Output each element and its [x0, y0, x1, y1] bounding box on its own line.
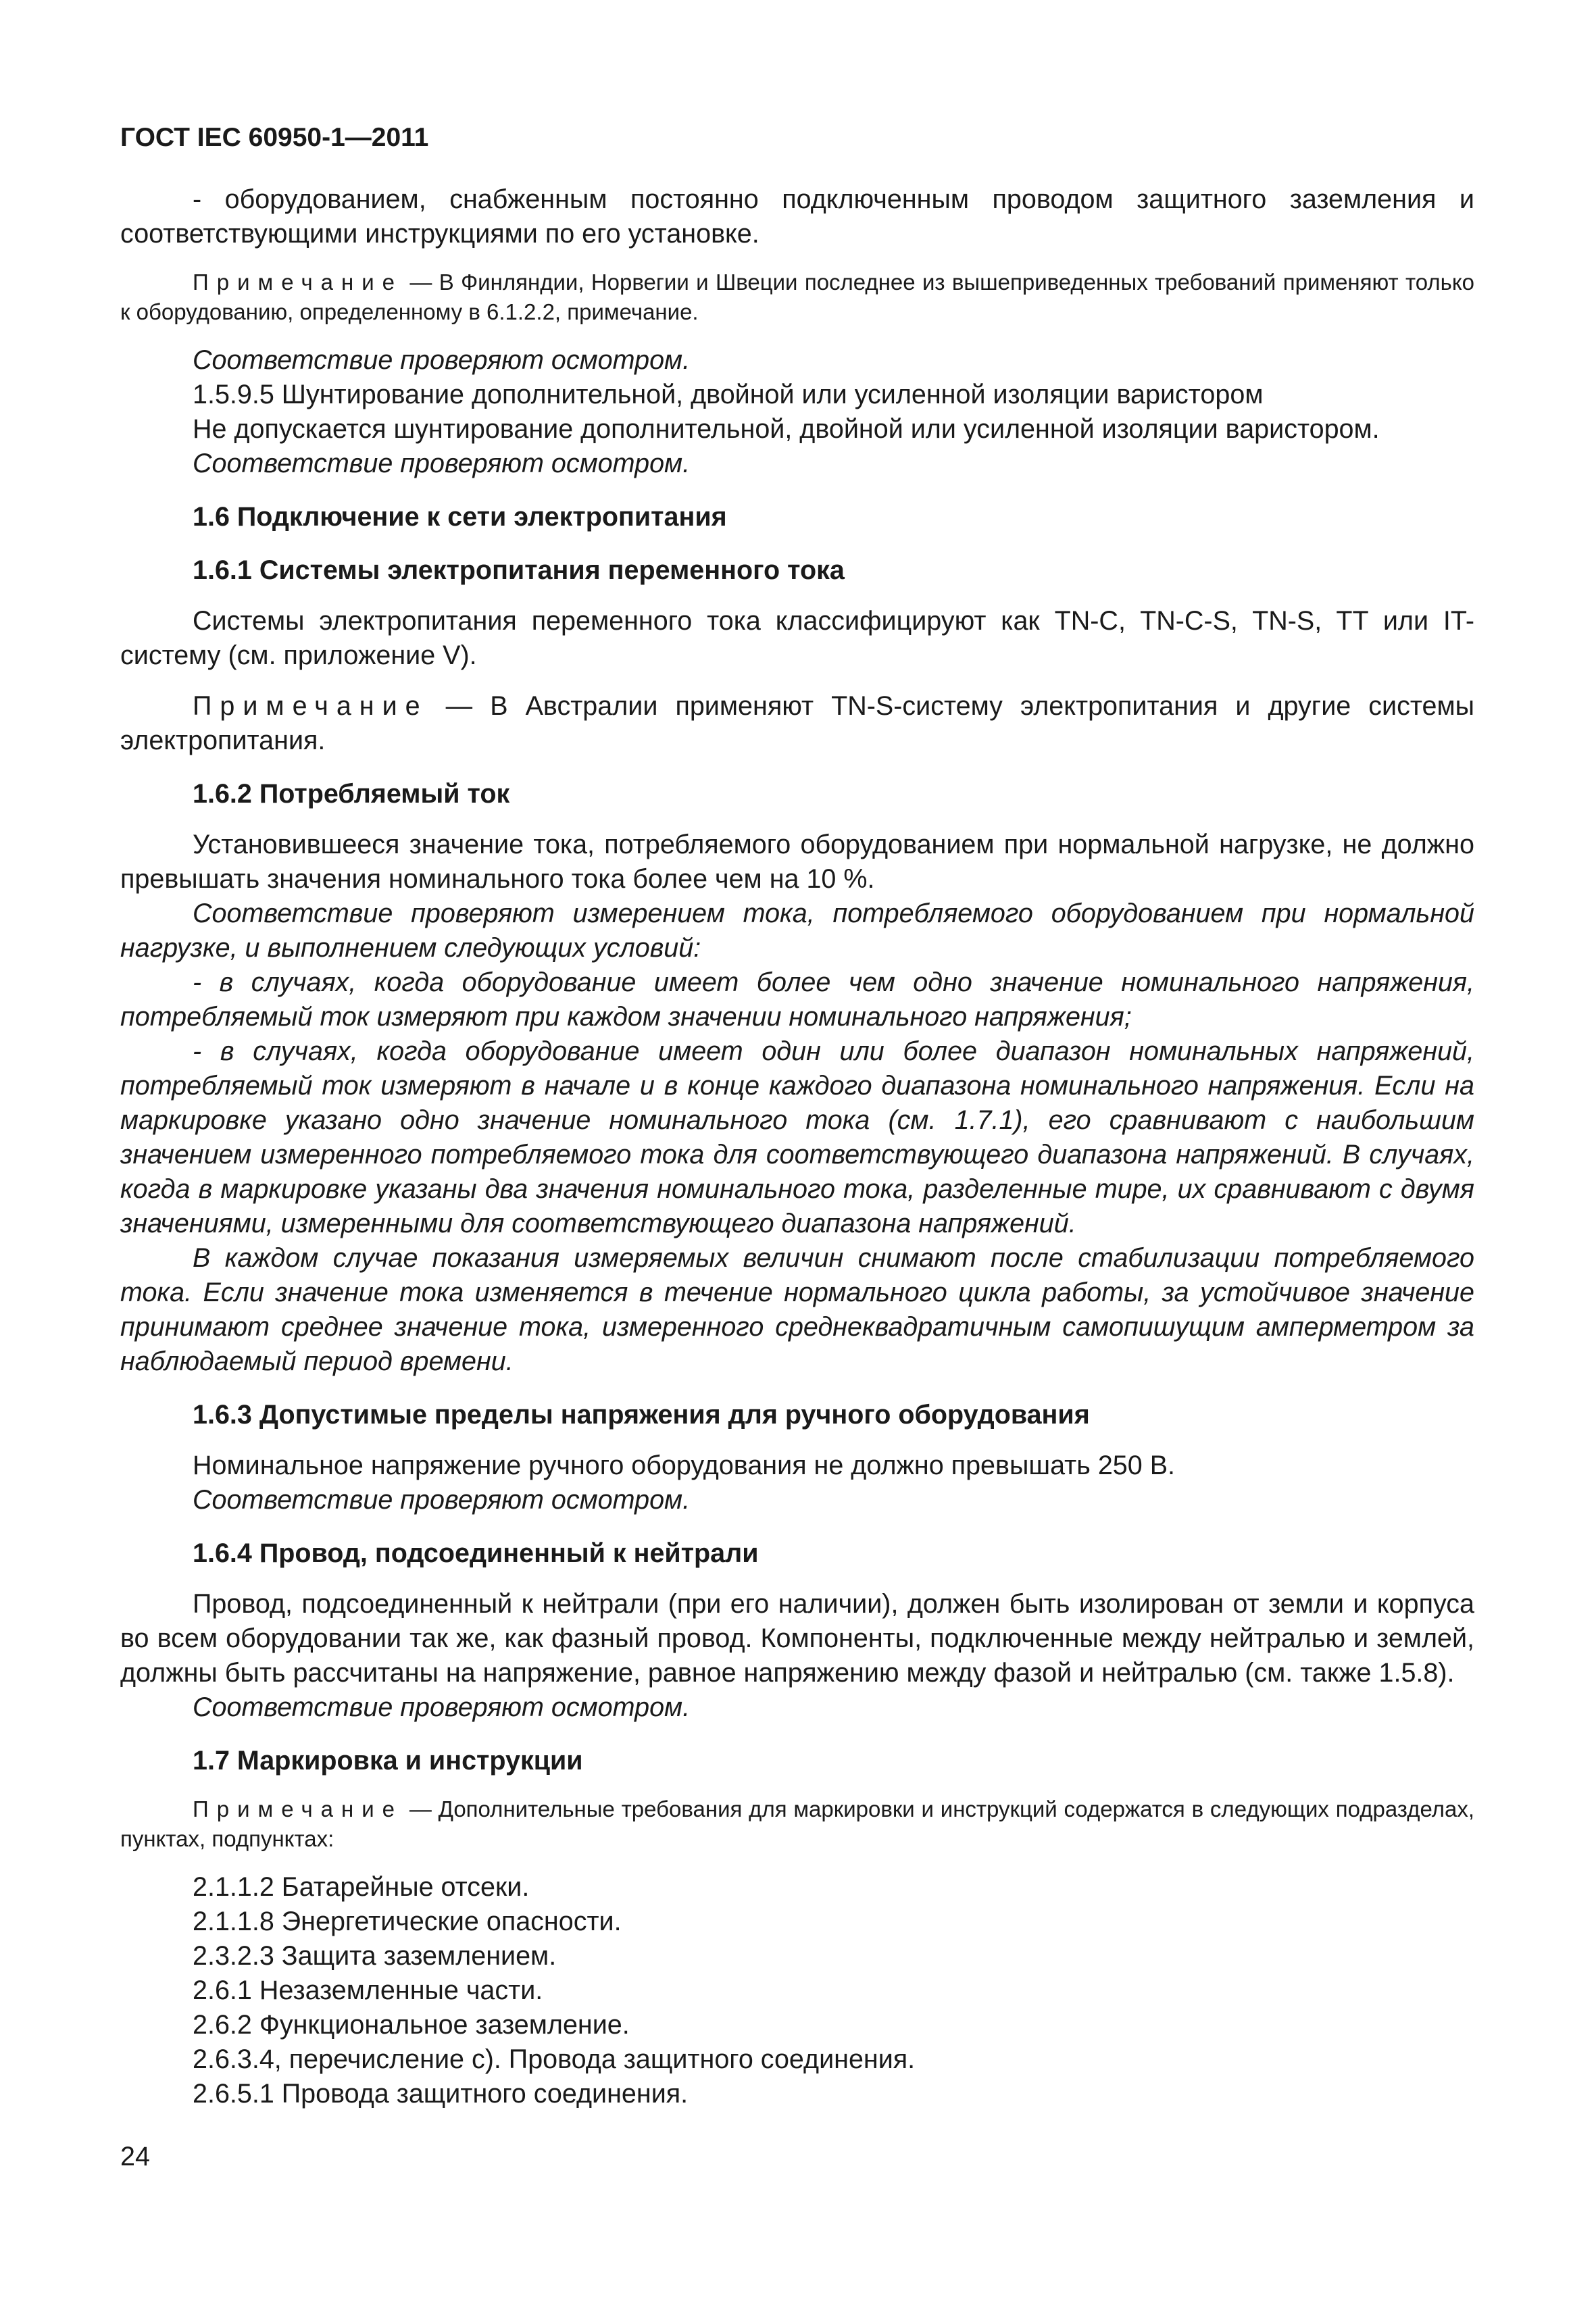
note — [120, 268, 1474, 327]
note-text: — Дополнительные требования для маркировки и инструкций содержатся в следующих подразделах, пунктах, подпунктах: — [120, 1796, 1474, 1851]
list-item: 2.6.2 Функциональное заземление. — [193, 2010, 630, 2040]
reference-list — [120, 1870, 1474, 2111]
compliance-statement: Соответствие проверяют осмотром. — [193, 1485, 691, 1515]
note — [120, 689, 1474, 758]
page-number: 24 — [120, 2142, 150, 2171]
paragraph: В каждом случае показания измеряемых величин снимают после стабилизации потребляемого тока. Если значение тока изменяется в течение нормального цикла работы, за устойчивое значение принимают среднее значение тока, измеренного среднеквадратичным самопишущим амперметром за наблюдаемый период времени. — [120, 1243, 1474, 1376]
document-page — [120, 122, 1474, 2111]
document-header: ГОСТ IEC 60950-1—2011 — [120, 123, 429, 152]
note-label: Примечание — [193, 1796, 403, 1821]
section-heading: 1.6.3 Допустимые пределы напряжения для ручного оборудования — [193, 1400, 1090, 1430]
list-item: 2.6.3.4, перечисление с). Провода защитного соединения. — [193, 2044, 916, 2074]
paragraph: Установившееся значение тока, потребляемого оборудованием при нормальной нагрузке, не должно превышать значения номинального тока более чем на 10 %. — [120, 830, 1474, 894]
note-text: — В Финляндии, Норвегии и Швеции последнее из вышеприведенных требований применяют только к оборудованию, определенному в 6.1.2.2, примечание. — [120, 270, 1474, 324]
compliance-statement: Соответствие проверяют измерением тока, потребляемого оборудованием при нормальной нагрузке, и выполнением следующих условий: — [120, 899, 1474, 963]
note-label: Примечание — [193, 270, 403, 295]
section-heading: 1.6.4 Провод, подсоединенный к нейтрали — [193, 1538, 759, 1568]
list-item: 2.6.1 Незаземленные части. — [193, 1976, 543, 2005]
list-item: 2.3.2.3 Защита заземлением. — [193, 1941, 557, 1971]
paragraph: - оборудованием, снабженным постоянно подключенным проводом защитного заземления и соответствующими инструкциями по его установке. — [120, 184, 1474, 249]
clause-title: 1.5.9.5 Шунтирование дополнительной, двойной или усиленной изоляции варистором — [193, 380, 1264, 409]
compliance-statement: Соответствие проверяют осмотром. — [193, 1692, 691, 1722]
section-heading: 1.7 Маркировка и инструкции — [193, 1746, 583, 1776]
paragraph: Системы электропитания переменного тока классифицируют как TN-C, TN-C-S, TN-S, TT или IT-систему (см. приложение V). — [120, 606, 1474, 670]
paragraph: Провод, подсоединенный к нейтрали (при его наличии), должен быть изолирован от земли и корпуса во всем оборудовании так же, как фазный провод. Компоненты, подключенные между нейтралью и землей, должны быть рассчитаны на напряжение, равное напряжению между фазой и нейтралью (см. также 1.5.8). — [120, 1589, 1474, 1688]
list-item: 2.1.1.2 Батарейные отсеки. — [193, 1872, 530, 1902]
paragraph: Не допускается шунтирование дополнительной, двойной или усиленной изоляции варистором. — [193, 414, 1380, 444]
section-heading: 1.6.1 Системы электропитания переменного тока — [193, 555, 845, 585]
section-heading: 1.6.2 Потребляемый ток — [193, 779, 510, 809]
paragraph: - в случаях, когда оборудование имеет один или более диапазон номинальных напряжений, потребляемый ток измеряют в начале и в конце каждого диапазона номинального напряжения. Если на маркировке указано одно значение номинального тока (см. 1.7.1), его сравнивают с наибольшим значением измеренного потребляемого тока для соответствующего диапазона напряжений. В случаях, когда в маркировке указаны два значения номинального тока, разделенные тире, их сравнивают с двумя значениями, измеренными для соответствующего диапазона напряжений. — [120, 1036, 1474, 1238]
paragraph: Номинальное напряжение ручного оборудования не должно превышать 250 В. — [193, 1451, 1176, 1480]
note-text: — В Австралии применяют TN-S-систему электропитания и другие системы электропитания. — [120, 691, 1474, 755]
list-item: 2.1.1.8 Энергетические опасности. — [193, 1907, 622, 1936]
note — [120, 1794, 1474, 1854]
list-item: 2.6.5.1 Провода защитного соединения. — [193, 2079, 689, 2109]
paragraph: - в случаях, когда оборудование имеет более чем одно значение номинального напряжения, потребляемый ток измеряют при каждом значении номинального напряжения; — [120, 967, 1474, 1032]
compliance-statement: Соответствие проверяют осмотром. — [193, 449, 691, 478]
section-heading: 1.6 Подключение к сети электропитания — [193, 502, 727, 532]
compliance-statement: Соответствие проверяют осмотром. — [193, 345, 691, 375]
note-label: Примечание — [193, 691, 428, 721]
